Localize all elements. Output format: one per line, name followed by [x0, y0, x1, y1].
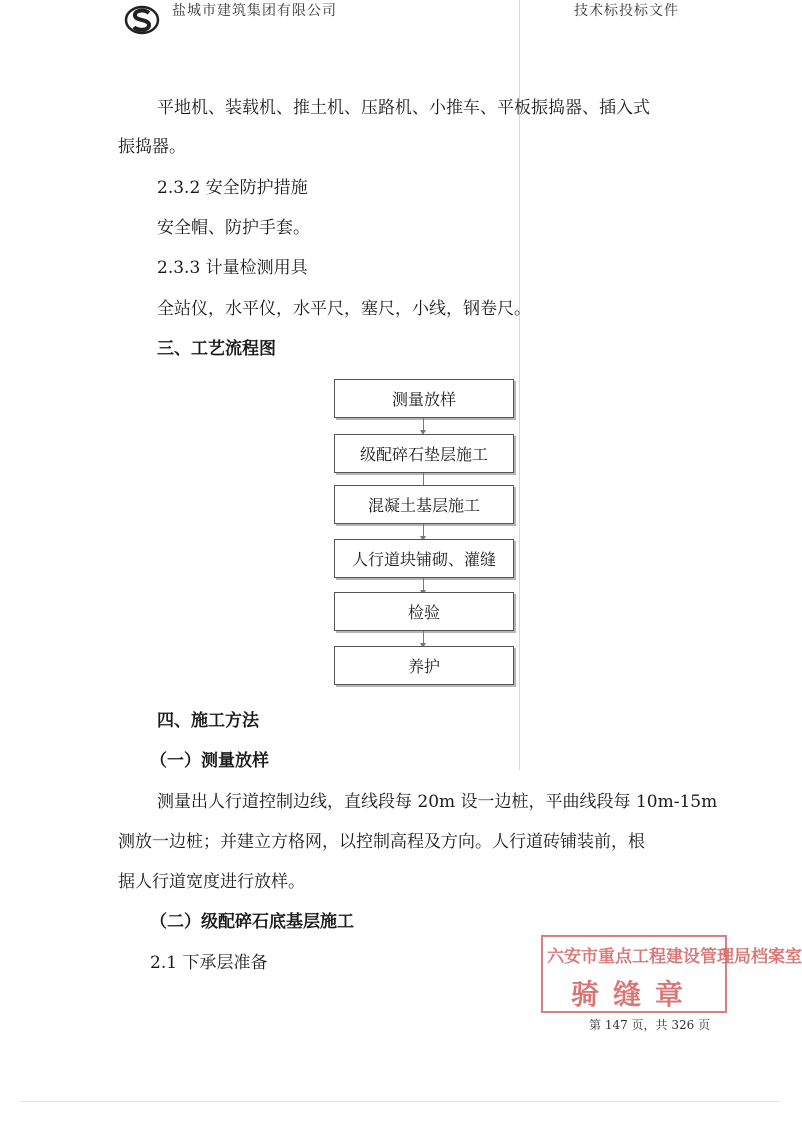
- flow-arrow-5: [423, 631, 424, 644]
- stamp-label: 骑缝章: [570, 978, 697, 1011]
- flow-arrow-3: [423, 524, 424, 537]
- flow-step-4: 人行道块铺砌、灌缝: [334, 539, 514, 578]
- heading-process-flowchart: 三、工艺流程图: [157, 339, 276, 359]
- page-number: 第 147 页，共 326 页: [589, 1018, 711, 1032]
- survey-paragraph-line3: 据人行道宽度进行放样。: [118, 872, 305, 892]
- header-document-type: 技术标投标文件: [574, 3, 679, 19]
- heading-construction-method: 四、施工方法: [157, 711, 259, 731]
- flow-step-5: 检验: [334, 592, 514, 631]
- header-company: 盐城市建筑集团有限公司: [172, 3, 337, 19]
- safety-items-text: 安全帽、防护手套。: [157, 218, 310, 238]
- flow-arrow-1: [423, 418, 424, 431]
- equipment-text-line1: 平地机、装载机、推土机、压路机、小推车、平板振捣器、插入式: [157, 98, 650, 118]
- process-flowchart: [334, 379, 514, 685]
- flow-step-1: 测量放样: [334, 379, 514, 418]
- section-2-1-title: 2.1 下承层准备: [150, 953, 268, 973]
- flow-step-6: 养护: [334, 646, 514, 685]
- seam-seal-stamp: [541, 935, 802, 1013]
- section-2-3-3-title: 2.3.3 计量检测用具: [157, 258, 308, 278]
- company-logo-icon: [124, 4, 160, 36]
- flow-step-2: 级配碎石垫层施工: [334, 434, 514, 473]
- equipment-text-line2: 振捣器。: [118, 137, 186, 157]
- survey-paragraph-line2: 测放一边桩；并建立方格网，以控制高程及方向。人行道砖铺装前，根: [118, 832, 645, 852]
- survey-paragraph-line1: 测量出人行道控制边线，直线段每 20m 设一边桩，平曲线段每 10m-15m: [157, 792, 718, 812]
- flow-arrow-4: [423, 578, 424, 591]
- subheading-survey-layout: （一）测量放样: [150, 751, 269, 771]
- measure-items-text: 全站仪，水平仪，水平尺，塞尺，小线，钢卷尺。: [157, 299, 531, 319]
- section-2-3-2-title: 2.3.2 安全防护措施: [157, 178, 308, 198]
- flow-step-3: 混凝土基层施工: [334, 485, 514, 524]
- stamp-organization: 六安市重点工程建设管理局档案室: [547, 947, 802, 967]
- subheading-gravel-subbase: （二）级配碎石底基层施工: [150, 912, 354, 932]
- page-bottom-edge: [20, 1101, 780, 1102]
